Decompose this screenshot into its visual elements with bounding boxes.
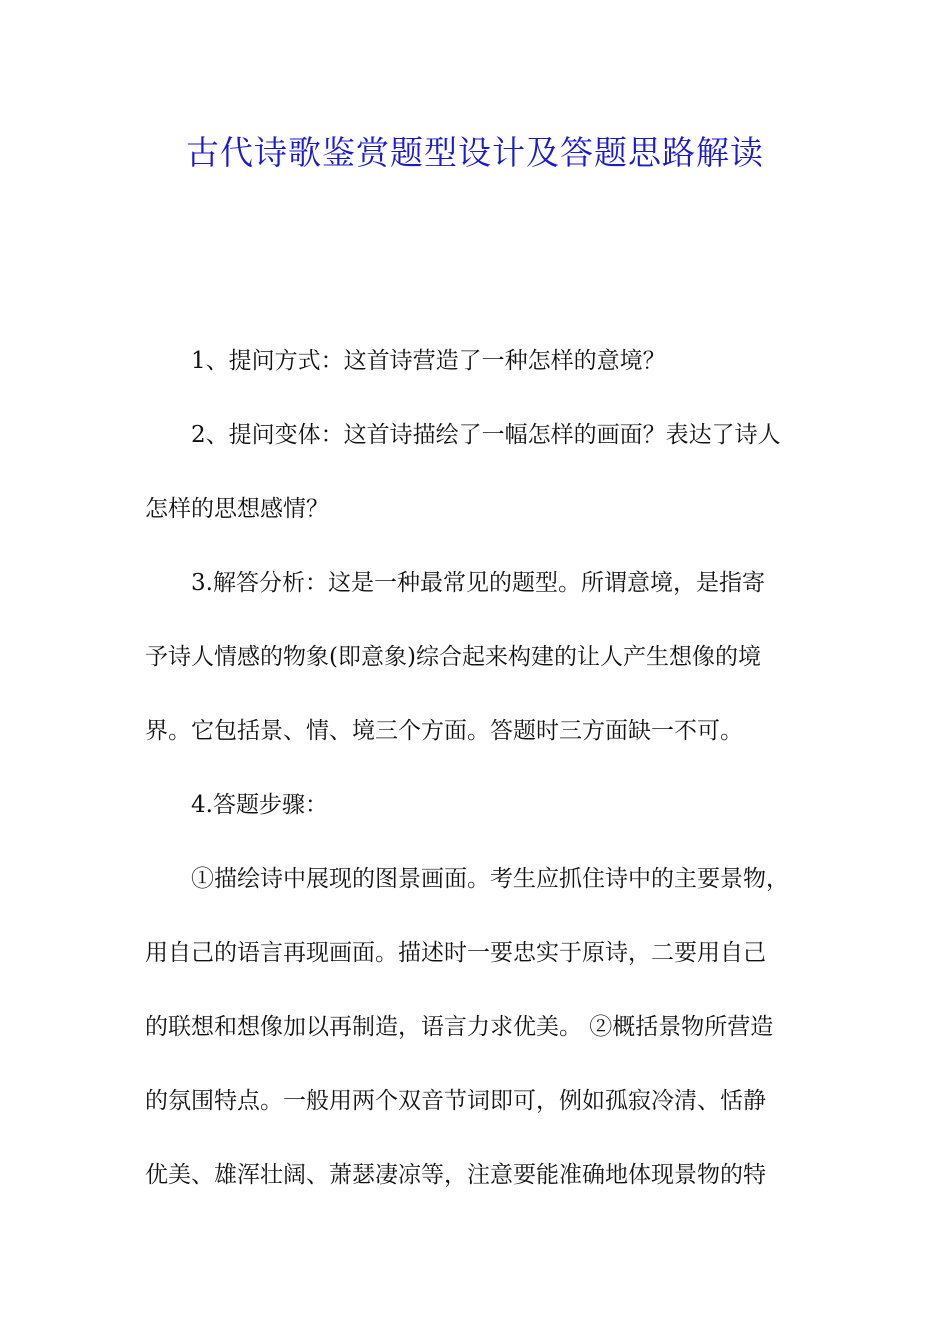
body-line: 予诗人情感的物象(即意象)综合起来构建的让人产生想像的境 — [145, 644, 761, 670]
body-line: 1、提问方式：这首诗营造了一种怎样的意境？ — [191, 348, 666, 374]
body-line: 优美、雄浑壮阔、萧瑟凄凉等，注意要能准确地体现景物的特 — [145, 1162, 766, 1188]
body-line: 界。它包括景、情、境三个方面。答题时三方面缺一不可。 — [145, 718, 743, 744]
body-line: 的氛围特点。一般用两个双音节词即可，例如孤寂冷清、恬静 — [145, 1088, 766, 1114]
body-line: ①描绘诗中展现的图景画面。考生应抓住诗中的主要景物， — [191, 866, 789, 892]
body-line: 4.答题步骤： — [191, 792, 328, 818]
body-line: 用自己的语言再现画面。描述时一要忠实于原诗，二要用自己 — [145, 940, 766, 966]
body-line: 的联想和想像加以再制造，语言力求优美。 ②概括景物所营造 — [145, 1014, 774, 1040]
body-line: 怎样的思想感情？ — [145, 496, 329, 522]
document-body — [145, 335, 810, 1223]
document-title: 古代诗歌鉴赏题型设计及答题思路解读 — [186, 133, 764, 172]
body-line: 3.解答分析：这是一种最常见的题型。所谓意境，是指寄 — [191, 570, 765, 596]
body-line: 2、提问变体：这首诗描绘了一幅怎样的画面？表达了诗人 — [191, 422, 781, 448]
